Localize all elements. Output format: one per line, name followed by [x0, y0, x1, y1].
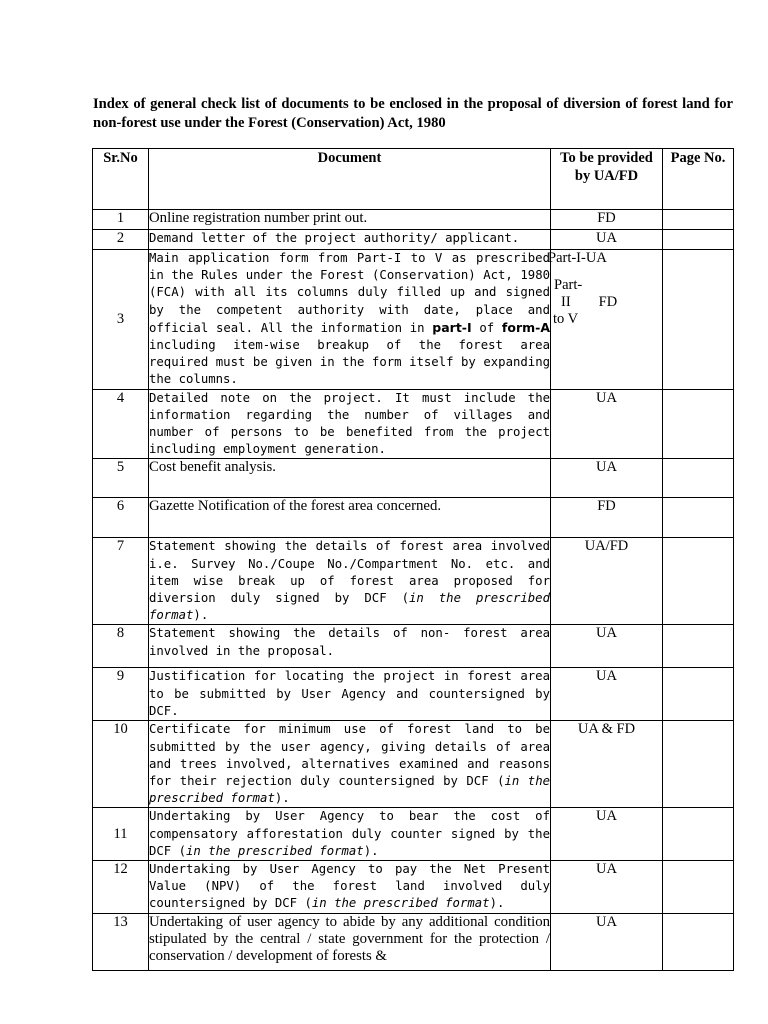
- row-sr: 1: [93, 210, 149, 230]
- table-row: [93, 459, 734, 498]
- document-heading: Index of general check list of documents to be enclosed in the proposal of diversion of forest land for non-forest use under the Forest (Conservation) Act, 1980: [93, 96, 733, 131]
- row-sr: 6: [93, 498, 149, 538]
- row-document: Undertaking of user agency to abide by any additional condition stipulated by the central / state government for the protection / conservation / development of forests &: [149, 913, 551, 970]
- row-page-no: [663, 538, 734, 625]
- row-provided-by: Part-I-UA Part- II FD to V: [551, 250, 663, 390]
- row-sr: 13: [93, 913, 149, 970]
- table-row: [93, 861, 734, 914]
- table-row: [93, 210, 734, 230]
- table-row: [93, 668, 734, 721]
- checklist-table: [92, 148, 734, 971]
- header-sr-no: Sr.No: [93, 149, 149, 210]
- header-page-no: Page No.: [663, 149, 734, 210]
- row-provided-by: UA: [551, 230, 663, 250]
- table-row: [93, 808, 734, 861]
- row-page-no: [663, 913, 734, 970]
- table-row: [93, 538, 734, 625]
- row-sr: 7: [93, 538, 149, 625]
- table-header-row: [93, 149, 734, 210]
- row-provided-by: UA: [551, 459, 663, 498]
- row-document: Detailed note on the project. It must include the information regarding the number of villages and number of persons to be benefited from the project including employment generation.: [149, 389, 551, 459]
- row-document: Demand letter of the project authority/ applicant.: [149, 230, 551, 250]
- row-sr: 8: [93, 625, 149, 668]
- row-sr: 4: [93, 389, 149, 459]
- table-row: [93, 250, 734, 390]
- row-document: Undertaking by User Agency to bear the cost of compensatory afforestation duly counter signed by the DCF (in the prescribed format).: [149, 808, 551, 861]
- header-provided-by: To be provided by UA/FD: [551, 149, 663, 210]
- row-document: Undertaking by User Agency to pay the Net Present Value (NPV) of the forest land involved duly countersigned by DCF (in the prescribed format).: [149, 861, 551, 914]
- row-provided-by: UA/FD: [551, 538, 663, 625]
- row-page-no: [663, 459, 734, 498]
- table-row: [93, 498, 734, 538]
- row-provided-by: UA: [551, 913, 663, 970]
- table-row: [93, 913, 734, 970]
- row-page-no: [663, 250, 734, 390]
- row-document: Certificate for minimum use of forest land to be submitted by the user agency, giving details of area and trees involved, alternatives examined and reasons for their rejection duly countersigned by DCF (in the prescribed format).: [149, 721, 551, 808]
- header-document: Document: [149, 149, 551, 210]
- table-row: [93, 230, 734, 250]
- table-row: [93, 625, 734, 668]
- row-document: Gazette Notification of the forest area concerned.: [149, 498, 551, 538]
- row-provided-by: UA: [551, 625, 663, 668]
- row-page-no: [663, 721, 734, 808]
- row-provided-by: UA & FD: [551, 721, 663, 808]
- row-provided-by: FD: [551, 210, 663, 230]
- row-document: Online registration number print out.: [149, 210, 551, 230]
- row-sr: 12: [93, 861, 149, 914]
- row-document: Statement showing the details of forest area involved i.e. Survey No./Coupe No./Compartment No. etc. and item wise break up of forest area proposed for diversion duly signed by DCF (in the prescribed format).: [149, 538, 551, 625]
- table-row: [93, 389, 734, 459]
- row-document: Statement showing the details of non- forest area involved in the proposal.: [149, 625, 551, 668]
- row-provided-by: FD: [551, 498, 663, 538]
- row-page-no: [663, 230, 734, 250]
- row-sr: 5: [93, 459, 149, 498]
- row-provided-by: UA: [551, 668, 663, 721]
- row-provided-by: UA: [551, 861, 663, 914]
- row-document: Justification for locating the project in forest area to be submitted by User Agency and countersigned by DCF.: [149, 668, 551, 721]
- row-page-no: [663, 625, 734, 668]
- row-page-no: [663, 210, 734, 230]
- row-sr: 3: [93, 250, 149, 390]
- row-page-no: [663, 808, 734, 861]
- row-page-no: [663, 668, 734, 721]
- row-provided-by: UA: [551, 808, 663, 861]
- row-sr: 10: [93, 721, 149, 808]
- row-document: Cost benefit analysis.: [149, 459, 551, 498]
- table-row: [93, 721, 734, 808]
- row-sr: 9: [93, 668, 149, 721]
- row-document: Main application form from Part-I to V as prescribed in the Rules under the Forest (Conservation) Act, 1980 (FCA) with all its columns duly filled up and signed by the competent authority with date, place and official seal. All the information in part-I of form-A including item-wise breakup of the forest area required must be given in the form itself by expanding the columns.: [149, 250, 551, 390]
- row-sr: 2: [93, 230, 149, 250]
- row-page-no: [663, 498, 734, 538]
- row-page-no: [663, 389, 734, 459]
- row-page-no: [663, 861, 734, 914]
- row-provided-by: UA: [551, 389, 663, 459]
- row-sr: 11: [93, 808, 149, 861]
